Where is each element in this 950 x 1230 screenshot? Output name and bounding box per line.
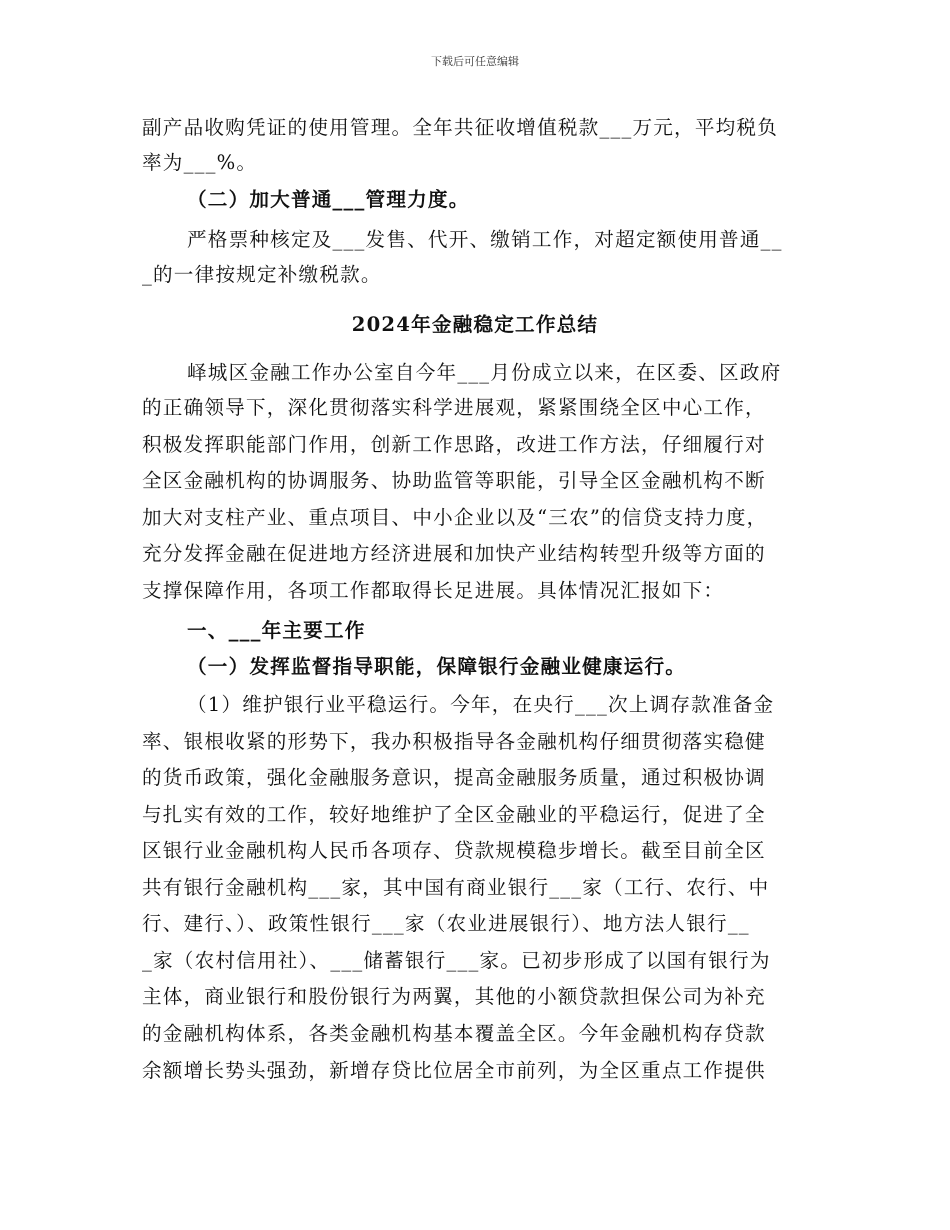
document-title: 2024年金融稳定工作总结 [351,313,599,336]
paragraph-line: 余额增长势头强劲，新增存贷比位居全市前列，为全区重点工作提供 [142,1059,766,1082]
paragraph-line: 副产品收购凭证的使用管理。全年共征收增值税款___万元，平均税负 [142,116,779,139]
paragraph-line: 区银行业金融机构人民币各项存、贷款规模稳步增长。截至目前全区 [142,839,766,862]
paragraph-line: 支撑保障作用，各项工作都取得长足进展。具体情况汇报如下： [142,579,725,602]
paragraph-line: （1）维护银行业平稳运行。今年，在央行___次上调存款准备金 [187,693,775,716]
paragraph-line: 行、建行、）、政策性银行___家（农业进展银行）、地方法人银行__ [142,912,750,935]
paragraph-line: 的正确领导下，深化贯彻落实科学进展观，紧紧围绕全区中心工作， [142,396,766,419]
paragraph-line: 与扎实有效的工作，较好地维护了全区金融业的平稳运行，促进了全 [142,803,766,826]
section-heading: 一、___年主要工作 [187,619,366,642]
paragraph-line: 严格票种核定及___发售、代开、缴销工作，对超定额使用普通__ [187,228,783,251]
paragraph-line: 充分发挥金融在促进地方经济进展和加快产业结构转型升级等方面的 [142,542,766,565]
paragraph-line: 积极发挥职能部门作用，创新工作思路，改进工作方法，仔细履行对 [142,433,766,456]
paragraph-line: 主体，商业银行和股份银行为两翼，其他的小额贷款担保公司为补充 [142,985,766,1008]
paragraph-line: _家（农村信用社）、___储蓄银行___家。已初步形成了以国有银行为 [142,949,771,972]
section-heading: （二）加大普通___管理力度。 [187,188,470,211]
subsection-heading: （一）发挥监督指导职能，保障银行金融业健康运行。 [187,655,687,678]
page-header: 下载后可任意编辑 [431,55,519,68]
paragraph-line: 共有银行金融机构___家，其中国有商业银行___家（工行、农行、中 [142,876,770,899]
paragraph-line: 全区金融机构的协调服务、协助监管等职能，引导全区金融机构不断 [142,469,766,492]
paragraph-line: 的金融机构体系，各类金融机构基本覆盖全区。今年金融机构存贷款 [142,1022,766,1045]
paragraph-line: 的货币政策，强化金融服务意识，提高金融服务质量，通过积极协调 [142,766,766,789]
paragraph-line: 峄城区金融工作办公室自今年___月份成立以来，在区委、区政府 [187,361,782,384]
paragraph-line: 率、银根收紧的形势下，我办积极指导各金融机构仔细贯彻落实稳健 [142,730,766,753]
paragraph-line: _的一律按规定补缴税款。 [142,263,382,286]
paragraph-line: 率为___%。 [142,151,258,174]
paragraph-line: 加大对支柱产业、重点项目、中小企业以及“三农”的信贷支持力度， [142,506,768,529]
